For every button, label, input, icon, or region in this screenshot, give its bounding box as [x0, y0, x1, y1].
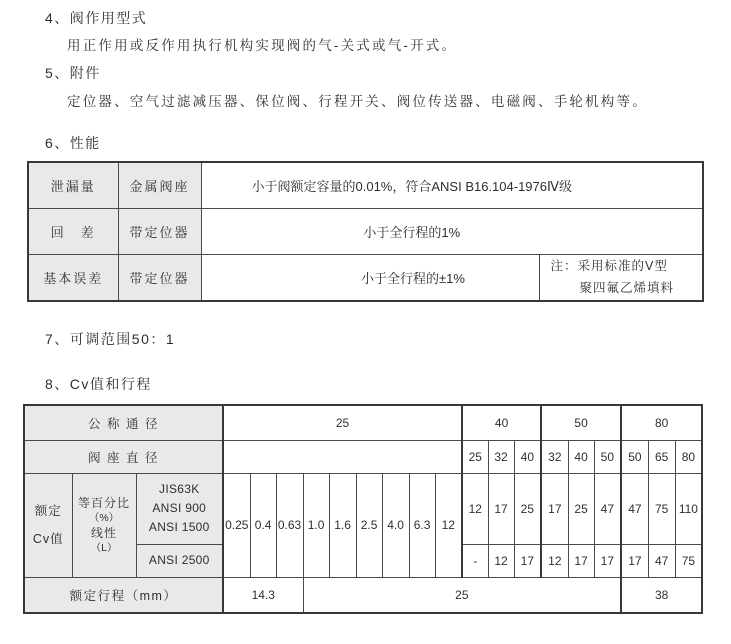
- cv-value-cell: 17: [488, 473, 514, 544]
- section-5-heading: 5、附件: [45, 65, 101, 81]
- note-line-1: 注：采用标准的V型: [550, 258, 668, 273]
- rated-travel-label: 额定行程（mm）: [24, 577, 223, 613]
- table-row: [24, 577, 702, 613]
- cv-value-cell: 17: [568, 544, 594, 577]
- class-line-3: ANSI 1500: [148, 520, 210, 535]
- cv-value-cell: 47: [648, 544, 675, 577]
- cv-value-cell: 4.0: [382, 473, 409, 577]
- travel-value-cell: 38: [621, 577, 702, 613]
- section-6-heading: 6、性能: [45, 135, 101, 151]
- cv-table: [23, 404, 703, 614]
- perf-condition-cell: 带定位器: [118, 254, 201, 301]
- cv-value-cell: 17: [514, 544, 541, 577]
- perf-value-cell: 小于阀额定容量的0.01%，符合ANSI B16.104-1976Ⅳ级: [201, 162, 703, 208]
- seat-size-cell: 32: [541, 440, 568, 473]
- seat-size-cell: 40: [568, 440, 594, 473]
- cv-value-cell: 12: [435, 473, 462, 577]
- cv-value-cell: -: [462, 544, 488, 577]
- flow-characteristic-label: [72, 473, 136, 577]
- char-line-4: （L）: [90, 542, 118, 555]
- section-5-body: 定位器、空气过滤减压器、保位阀、行程开关、阀位传送器、电磁阀、手轮机构等。: [67, 94, 648, 109]
- perf-item-cell: 回 差: [28, 208, 118, 254]
- table-row: [28, 208, 703, 254]
- cv-value-cell: 17: [541, 473, 568, 544]
- travel-value-cell: 25: [303, 577, 621, 613]
- perf-condition-cell: 金属阀座: [118, 162, 201, 208]
- cv-value-cell: 47: [594, 473, 621, 544]
- cv-value-cell: 1.6: [329, 473, 356, 577]
- cv-value-cell: 0.25: [223, 473, 250, 577]
- cv-value-cell: 110: [675, 473, 702, 544]
- rated-cv-line-2: Cv值: [32, 531, 64, 546]
- cv-value-cell: 1.0: [303, 473, 329, 577]
- section-4-body: 用正作用或反作用执行机构实现阀的气-关式或气-开式。: [67, 38, 458, 53]
- cv-value-cell: 12: [462, 473, 488, 544]
- section-7-heading: 7、可调范围50：1: [45, 331, 176, 347]
- dn-group-cell: 50: [541, 405, 621, 440]
- class-line-2: ANSI 900: [152, 500, 207, 515]
- perf-item-cell: 泄漏量: [28, 162, 118, 208]
- cv-value-cell: 12: [541, 544, 568, 577]
- dn-group-cell: 40: [462, 405, 541, 440]
- pressure-class-b-cell: ANSI 2500: [136, 544, 223, 577]
- cv-value-cell: 75: [675, 544, 702, 577]
- seat-size-cell: 65: [648, 440, 675, 473]
- seat-size-cell: 50: [594, 440, 621, 473]
- section-8-heading: 8、Cv值和行程: [45, 376, 152, 392]
- cv-value-cell: 25: [514, 473, 541, 544]
- travel-value-cell: 14.3: [223, 577, 303, 613]
- seat-size-cell: 80: [675, 440, 702, 473]
- table-row: [24, 405, 702, 440]
- seat-diameter-label: 阀 座 直 径: [24, 440, 223, 473]
- cv-value-cell: 25: [568, 473, 594, 544]
- perf-item-cell: 基本误差: [28, 254, 118, 301]
- cv-value-cell: 2.5: [356, 473, 382, 577]
- pressure-class-a-cell: [136, 473, 223, 544]
- rated-cv-line-1: 额定: [34, 503, 62, 518]
- cv-value-cell: 0.4: [250, 473, 276, 577]
- table-row: [24, 473, 702, 544]
- rated-cv-label: [24, 473, 72, 577]
- table-row: [28, 162, 703, 208]
- dn-group-cell: 25: [223, 405, 462, 440]
- cv-value-cell: 17: [621, 544, 648, 577]
- table-row: [24, 440, 702, 473]
- perf-note-cell: [539, 254, 703, 301]
- cv-value-cell: 12: [488, 544, 514, 577]
- table-row: [28, 254, 703, 301]
- cv-value-cell: 75: [648, 473, 675, 544]
- section-4-heading: 4、阀作用型式: [45, 10, 148, 26]
- cv-value-cell: 6.3: [409, 473, 435, 577]
- note-line-2: 聚四氟乙烯填料: [579, 281, 675, 295]
- performance-table: [27, 161, 704, 302]
- seat-size-cell: 25: [462, 440, 488, 473]
- seat-size-cell: 40: [514, 440, 541, 473]
- cv-value-cell: 17: [594, 544, 621, 577]
- char-line-2: （%）: [88, 511, 120, 524]
- dn-group-cell: 80: [621, 405, 702, 440]
- seat-empty-cell: [223, 440, 462, 473]
- cv-value-cell: 47: [621, 473, 648, 544]
- perf-value-cell: 小于全行程的±1%: [201, 254, 539, 301]
- seat-size-cell: 32: [488, 440, 514, 473]
- class-line-1: JIS63K: [159, 481, 200, 496]
- nominal-diameter-label: 公 称 通 径: [24, 405, 223, 440]
- perf-value-cell: 小于全行程的1%: [201, 208, 703, 254]
- perf-condition-cell: 带定位器: [118, 208, 201, 254]
- seat-size-cell: 50: [621, 440, 648, 473]
- char-line-1: 等百分比: [77, 495, 130, 510]
- char-line-3: 线性: [90, 526, 117, 540]
- cv-value-cell: 0.63: [276, 473, 303, 577]
